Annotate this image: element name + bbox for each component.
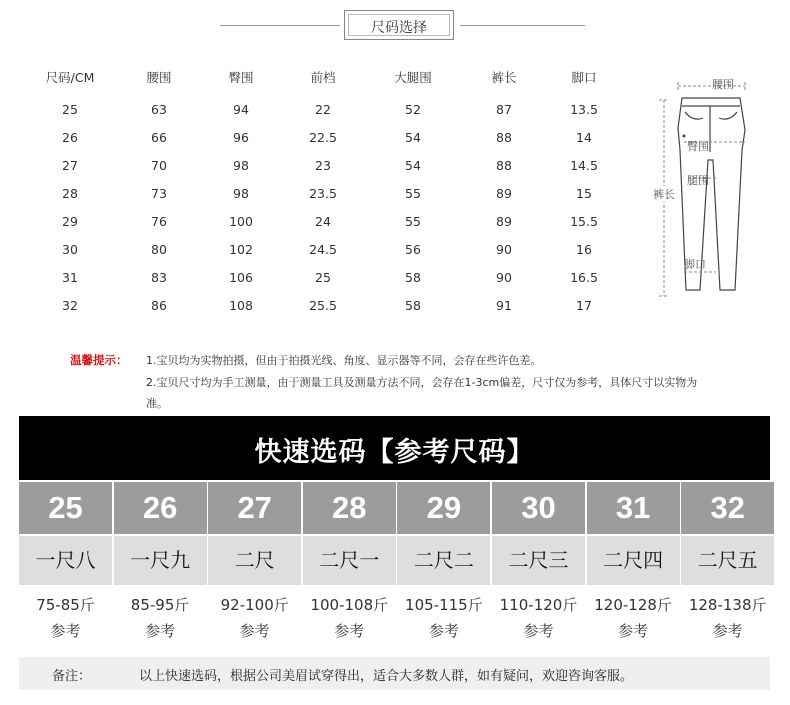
table-cell: 89 [496, 186, 512, 201]
table-cell: 54 [405, 158, 421, 173]
quick-size-weight: 92-100斤 [220, 596, 289, 614]
table-cell: 31 [62, 270, 78, 285]
table-cell: 88 [496, 158, 512, 173]
quick-size-weight: 120-128斤 [594, 596, 672, 614]
table-cell: 27 [62, 158, 78, 173]
table-cell: 100 [229, 214, 253, 229]
table-cell: 98 [233, 186, 249, 201]
table-cell: 15.5 [570, 214, 598, 229]
remark-text: 以上快速选码，根据公司美眉试穿得出，适合大多数人群，如有疑问，欢迎咨询客服。 [139, 669, 634, 684]
header-box [344, 10, 454, 40]
notes-line-2: 2.宝贝尺寸均为手工测量，由于测量工具及测量方法不同，会存在1-3cm偏差，尺寸仅为参考，具体尺寸以实物为 [146, 376, 698, 389]
table-cell: 29 [62, 214, 78, 229]
table-cell: 96 [233, 130, 249, 145]
table-cell: 14 [576, 130, 592, 145]
table-cell: 88 [496, 130, 512, 145]
quick-size-ref: 参考 [712, 622, 743, 640]
quick-size-weight: 75-85斤 [36, 596, 95, 614]
table-cell: 90 [496, 242, 512, 257]
table-cell: 91 [496, 298, 512, 313]
page-title: 尺码选择 [371, 20, 427, 36]
table-cell: 87 [496, 102, 512, 117]
table-row [0, 158, 640, 178]
table-cell: 32 [62, 298, 78, 313]
table-cell: 106 [229, 270, 253, 285]
quick-size-ref: 参考 [50, 622, 81, 640]
table-cell: 52 [405, 102, 421, 117]
table-cell: 25.5 [309, 298, 337, 313]
quick-size-weight: 105-115斤 [405, 596, 483, 614]
table-cell: 102 [229, 242, 253, 257]
quick-size-number: 28 [303, 482, 396, 534]
quick-select-banner [19, 416, 770, 480]
quick-size-ref: 参考 [523, 622, 554, 640]
table-cell: 86 [151, 298, 167, 313]
table-cell: 76 [151, 214, 167, 229]
header-line-right [460, 25, 585, 26]
table-header-cell: 裤长 [491, 70, 517, 85]
table-row [0, 214, 640, 234]
quick-size-column [114, 482, 207, 640]
figure-label-waist: 腰围 [712, 78, 734, 91]
table-cell: 66 [151, 130, 167, 145]
quick-size-number: 30 [492, 482, 585, 534]
table-header-cell: 腰围 [146, 70, 172, 85]
figure-label-hem: 脚口 [684, 258, 706, 271]
quick-size-ref: 参考 [145, 622, 176, 640]
table-header-cell: 尺码/CM [45, 70, 95, 85]
table-cell: 80 [151, 242, 167, 257]
quick-size-ref: 参考 [428, 622, 459, 640]
quick-size-column [303, 482, 396, 640]
notes-line-1: 1.宝贝均为实物拍摄，但由于拍摄光线、角度、显示器等不同，会存在些许色差。 [146, 354, 542, 367]
table-cell: 83 [151, 270, 167, 285]
table-cell: 16 [576, 242, 592, 257]
quick-size-chi: 二尺四 [587, 536, 680, 585]
table-cell: 55 [405, 186, 421, 201]
quick-size-chi: 二尺五 [681, 536, 774, 585]
quick-size-column [681, 482, 774, 640]
table-cell: 58 [405, 270, 421, 285]
table-row [0, 298, 640, 318]
quick-size-ref: 参考 [334, 622, 365, 640]
table-cell: 24 [315, 214, 331, 229]
table-cell: 73 [151, 186, 167, 201]
quick-size-chi: 一尺八 [19, 536, 112, 585]
header-line-left [220, 25, 340, 26]
table-row [0, 270, 640, 290]
table-row [0, 102, 640, 122]
table-row [0, 242, 640, 262]
quick-size-weight: 100-108斤 [310, 596, 389, 614]
table-header-cell: 脚口 [571, 70, 597, 85]
table-cell: 89 [496, 214, 512, 229]
quick-size-number: 32 [681, 482, 774, 534]
table-cell: 22.5 [309, 130, 337, 145]
table-cell: 98 [233, 158, 249, 173]
quick-size-ref: 参考 [618, 622, 649, 640]
table-cell: 70 [151, 158, 167, 173]
table-cell: 16.5 [570, 270, 598, 285]
table-cell: 26 [62, 130, 78, 145]
quick-size-column [492, 482, 585, 640]
table-cell: 13.5 [570, 102, 598, 117]
quick-select-title: 快速选码【参考尺码】 [254, 437, 535, 468]
quick-size-column [397, 482, 490, 640]
table-header-cell: 臀围 [228, 70, 254, 85]
table-cell: 17 [576, 298, 592, 313]
table-cell: 15 [576, 186, 592, 201]
quick-size-number: 25 [19, 482, 112, 534]
quick-size-weight: 110-120斤 [499, 596, 578, 614]
table-cell: 30 [62, 242, 78, 257]
table-cell: 55 [405, 214, 421, 229]
quick-size-ref: 参考 [239, 622, 270, 640]
table-cell: 25 [315, 270, 331, 285]
quick-size-number: 31 [587, 482, 680, 534]
table-row [0, 186, 640, 206]
quick-size-chi: 二尺 [208, 536, 301, 585]
table-cell: 58 [405, 298, 421, 313]
remark-label: 备注： [52, 669, 92, 684]
table-cell: 25 [62, 102, 78, 117]
quick-size-column [19, 482, 112, 640]
remark-bar [19, 657, 770, 690]
table-header-cell: 大腿围 [394, 70, 432, 85]
figure-label-thigh: 腿围 [687, 174, 709, 187]
table-cell: 94 [233, 102, 249, 117]
quick-size-weight: 128-138斤 [688, 596, 767, 614]
quick-size-column [587, 482, 680, 640]
table-cell: 14.5 [570, 158, 598, 173]
figure-label-length: 裤长 [653, 188, 675, 201]
table-header-cell: 前档 [310, 70, 336, 85]
quick-size-chi: 二尺二 [397, 536, 490, 585]
table-row [0, 130, 640, 150]
table-cell: 108 [229, 298, 253, 313]
table-cell: 23 [315, 158, 331, 173]
table-cell: 28 [62, 186, 78, 201]
table-cell: 63 [151, 102, 167, 117]
table-cell: 24.5 [309, 242, 337, 257]
quick-size-chi: 一尺九 [114, 536, 207, 585]
quick-size-chi: 二尺三 [492, 536, 585, 585]
notes-title: 温馨提示： [70, 353, 128, 367]
table-cell: 56 [405, 242, 421, 257]
table-header-row [0, 68, 640, 88]
quick-size-number: 27 [208, 482, 301, 534]
quick-size-number: 29 [397, 482, 490, 534]
table-cell: 90 [496, 270, 512, 285]
figure-label-hip: 臀围 [687, 140, 709, 153]
table-cell: 22 [315, 102, 331, 117]
quick-size-number: 26 [114, 482, 207, 534]
table-cell: 54 [405, 130, 421, 145]
table-cell: 23.5 [309, 186, 337, 201]
quick-size-column [208, 482, 301, 640]
notes-line-3: 准。 [146, 397, 168, 410]
quick-size-weight: 85-95斤 [130, 596, 190, 614]
quick-size-chi: 二尺一 [303, 536, 396, 585]
